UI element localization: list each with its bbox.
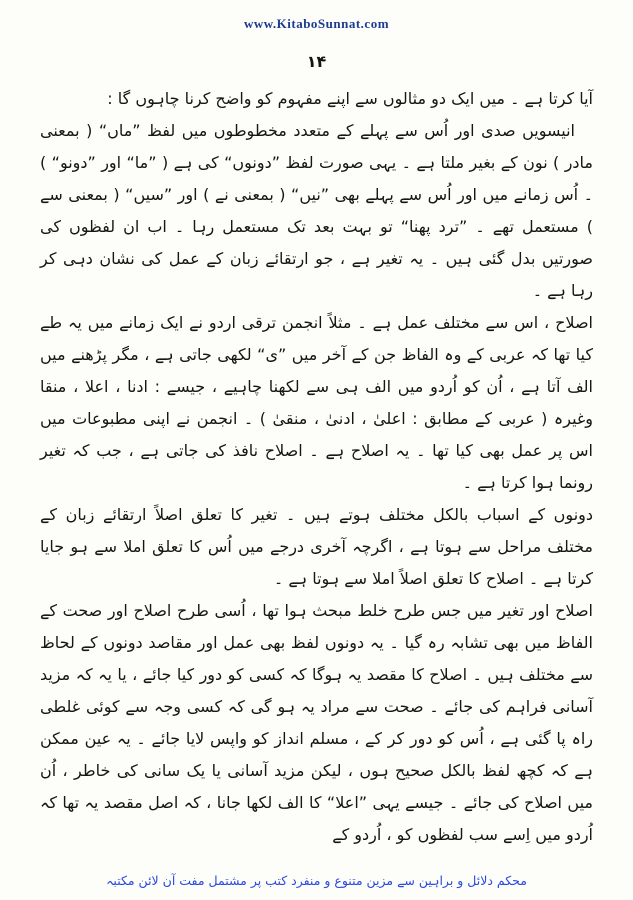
body-paragraph: اصلاح ، اس سے مختلف عمل ہے ۔ مثلاً انجمن ترقی اردو نے ایک زمانے میں یہ طے کیا تھا کہ عربی کے وہ الفاظ جن کے آخر میں ”ی“ لکھی جاتی ہے ، مگر پڑھنے میں الف آتا ہے ، اُن کو اُردو میں الف ہی سے لکھنا چاہیے ، جیسے : ادنا ، اعلا ، منقا وغیرہ ( عربی کے مطابق : اعلیٰ ، ادنیٰ ، منقیٰ ) ۔ انجمن نے اپنی مطبوعات میں اس پر عمل بھی کیا تھا ۔ یہ اصلاح ہے ۔ اصلاح نافذ کی جاتی ہے ، جب کہ تغیر رونما ہوا کرتا ہے ۔ bbox=[40, 313, 593, 492]
footer-tagline: محکم دلائل و براہین سے مزین متنوع و منفرد کتب پر مشتمل مفت آن لائن مکتبہ bbox=[106, 873, 527, 888]
page-number: ۱۴ bbox=[306, 52, 327, 71]
site-url: www.KitaboSunnat.com bbox=[243, 16, 390, 31]
body-paragraph: دونوں کے اسباب بالکل مختلف ہوتے ہیں ۔ تغیر کا تعلق اصلاً ارتقائے زبان کے مختلف مراحل سے ہوتا ہے ، اگرچہ آخری درجے میں اُس کا تعلق املا سے ہو جایا کرتا ہے ۔ اصلاح کا تعلق اصلاً املا سے ہوتا ہے ۔ bbox=[40, 505, 593, 588]
body-paragraph: اصلاح اور تغیر میں جس طرح خلط مبحث ہوا تھا ، اُسی طرح اصلاح اور صحت کے الفاظ میں بھی تشابہ رہ گیا ۔ یہ دونوں لفظ بھی عمل اور مقاصد دونوں کے لحاظ سے مختلف ہیں ۔ اصلاح کا مقصد یہ ہوگا کہ کسی کو دور کیا جائے ، یا یہ کہ مزید آسانی فراہم کی جائے ۔ صحت سے مراد یہ ہو گی کہ کسی وجہ سے کوئی غلطی راہ پا گئی ہے ، اُس کو دور کر کے ، مسلم انداز کو واپس لایا جائے ۔ یہ عین ممکن ہے کہ کچھ لفظ بالکل صحیح ہوں ، لیکن مزید آسانی یا یک سانی کی خاطر ، اُن میں اصلاح کی جائے ۔ جیسے یہی ”اعلا“ کا الف لکھا جانا ، کہ اصل مقصد یہ تھا کہ اُردو میں اِسے سب لفظوں کو ، اُردو کے bbox=[40, 601, 593, 844]
body-paragraph: انیسویں صدی اور اُس سے پہلے کے متعدد مخطوطوں میں لفظ ”ماں“ ( بمعنی مادر ) نون کے بغیر ملتا ہے ۔ یہی صورت لفظ ”دونوں“ کی ہے ( ”ما“ اور ”دونو“ ) ۔ اُس زمانے میں اور اُس سے پہلے بھی ”نیں“ ( بمعنی نے ) اور ”سیں“ ( بمعنی سے ) مستعمل تھے ۔ ”ترد پھنا“ تو بہت بعد تک مستعمل رہا ۔ اب ان لفظوں کی صورتیں بدل گئی ہیں ۔ یہ تغیر ہے ، جو ارتقائے زبان کے عمل کی نشان دہی کر رہا ہے ۔ bbox=[40, 121, 593, 300]
page-body bbox=[0, 71, 633, 868]
body-paragraph: آیا کرتا ہے ۔ میں ایک دو مثالوں سے اپنے مفہوم کو واضح کرنا چاہوں گا : bbox=[107, 89, 593, 108]
